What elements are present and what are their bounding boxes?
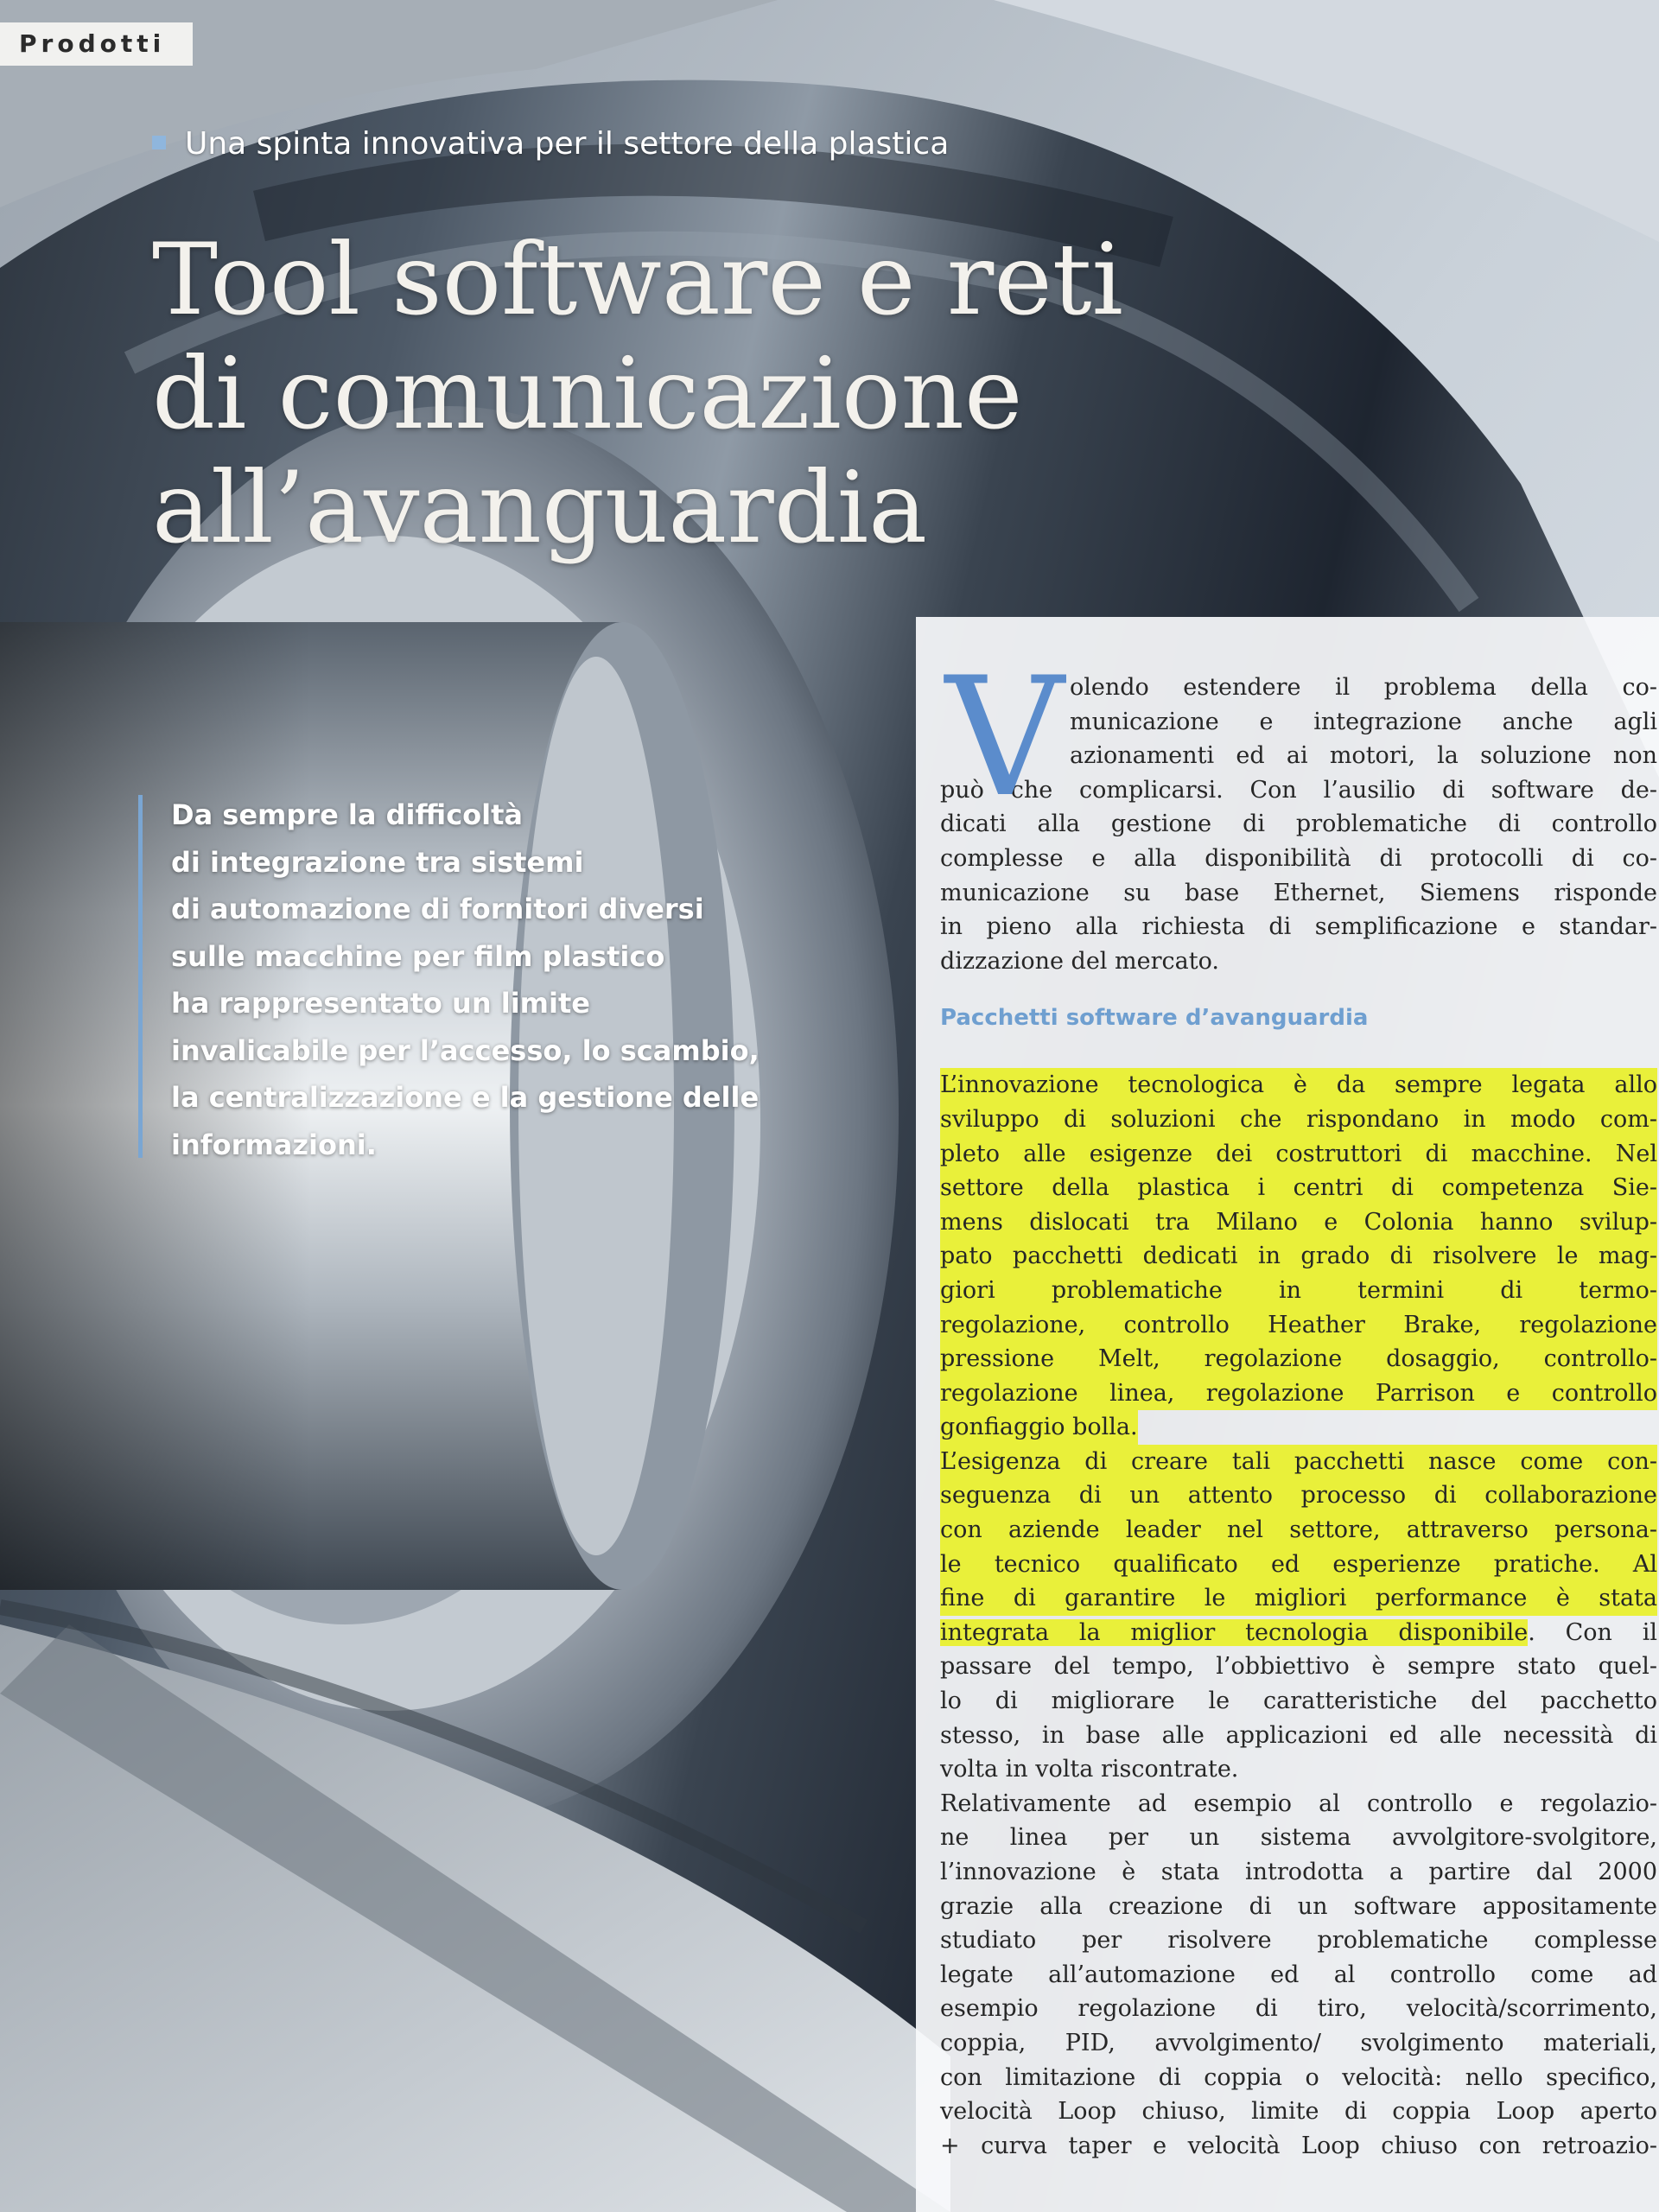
body-line: coppia, PID, avvolgimento/ svolgimento materiali, [940, 2029, 1657, 2056]
body-line: dizzazione del mercato. [940, 947, 1219, 975]
highlighted-line: regolazione, controllo Heather Brake, regolazione [940, 1308, 1657, 1343]
lead-line: ha rappresentato un limite [171, 987, 590, 1020]
lead-line: sulle macchine per film plastico [171, 939, 665, 973]
kicker-text: Una spinta innovativa per il settore della plastica [185, 126, 950, 162]
article-body [940, 642, 1657, 2163]
highlighted-line: sviluppo di soluzioni che rispondano in modo com- [940, 1103, 1657, 1137]
lead-line: di integrazione tra sistemi [171, 845, 584, 879]
body-line: complesse e alla disponibilità di protocolli di co- [940, 844, 1657, 872]
highlighted-line: giori problematiche in termini di termo- [940, 1274, 1657, 1308]
subheading: Pacchetti software d’avanguardia [940, 1005, 1369, 1032]
body-line: olendo estendere il problema della co- [1070, 674, 1657, 701]
body-line: + curva taper e velocità Loop chiuso con retroazio- [940, 2132, 1657, 2159]
kicker-square-icon [152, 136, 166, 149]
highlighted-line: con aziende leader nel settore, attraverso persona- [940, 1513, 1657, 1548]
body-line: in pieno alla richiesta di semplificazione e standar- [940, 913, 1657, 941]
body-line: con limitazione di coppia o velocità: nello specifico, [940, 2063, 1657, 2091]
article-title [152, 223, 1275, 565]
body-line: volta in volta riscontrate. [940, 1756, 1239, 1783]
paragraph-winder [940, 1787, 1657, 2164]
lead-paragraph [171, 791, 759, 1168]
body-line: l’innovazione è stata introdotta a partire dal 2000 [940, 1859, 1657, 1885]
highlighted-line: L’innovazione tecnologica è da sempre legata allo [940, 1068, 1657, 1103]
highlighted-line: gonfiaggio bolla. [940, 1410, 1138, 1445]
highlighted-line: pressione Melt, regolazione dosaggio, controllo- [940, 1342, 1657, 1376]
body-line: stesso, in base alle applicazioni ed alle necessità di [940, 1721, 1657, 1749]
body-line: dicati alla gestione di problematiche di controllo [940, 810, 1657, 838]
body-line: studiato per risolvere problematiche complesse [940, 1927, 1657, 1955]
highlighted-line: L’esigenza di creare tali pacchetti nasce come con- [940, 1445, 1657, 1479]
highlighted-line: fine di garantire le migliori performance è stata [940, 1581, 1657, 1616]
body-line: esempio regolazione di tiro, velocità/scorrimento, [940, 1995, 1657, 2023]
body-line: legate all’automazione ed al controllo come ad [940, 1961, 1657, 1988]
body-line: grazie alla creazione di un software appositamente [940, 1892, 1657, 1920]
section-tag: Prodotti [0, 22, 193, 66]
body-line [940, 1616, 1657, 1650]
lead-line: di automazione di fornitori diversi [171, 893, 704, 925]
body-line: ne linea per un sistema avvolgitore-svolgitore, [940, 1824, 1657, 1852]
highlighted-line: mens dislocati tra Milano e Colonia hanno svilup- [940, 1205, 1657, 1240]
body-line: lo di migliorare le caratteristiche del pacchetto [940, 1688, 1657, 1715]
title-line: all’avanguardia [152, 450, 928, 565]
lead-line: informazioni. [171, 1128, 377, 1161]
title-line: Tool software e reti [152, 222, 1123, 337]
body-line: può che complicarsi. Con l’ausilio di software de- [940, 776, 1657, 804]
paragraph-highlighted [940, 1068, 1657, 1445]
lead-accent-rule [138, 795, 143, 1158]
paragraph-collaboration [940, 1445, 1657, 1787]
body-line: velocità Loop chiuso, limite di coppia Loop aperto [940, 2098, 1657, 2126]
highlighted-line: seguenza di un attento processo di collaborazione [940, 1478, 1657, 1513]
lead-line: invalicabile per l’accesso, lo scambio, [171, 1033, 760, 1067]
drop-cap: V [945, 642, 1065, 833]
highlighted-phrase: integrata la miglior tecnologia disponibile [940, 1618, 1529, 1646]
lead-line: Da sempre la difficoltà [171, 798, 523, 831]
highlighted-line: pleto alle esigenze dei costruttori di macchine. Nel [940, 1137, 1657, 1172]
lead-line: la centralizzazione e la gestione delle [171, 1081, 760, 1114]
body-line: Relativamente ad esempio al controllo e regolazio- [940, 1789, 1657, 1817]
body-line: municazione su base Ethernet, Siemens risponde [940, 879, 1657, 906]
highlighted-line: pato pacchetti dedicati in grado di risolvere le mag- [940, 1239, 1657, 1274]
highlighted-line: regolazione linea, regolazione Parrison e controllo [940, 1376, 1657, 1411]
body-line: azionamenti ed ai motori, la soluzione non [1070, 742, 1657, 770]
title-line: di comunicazione [152, 336, 1023, 451]
line-rest: . Con il [1528, 1618, 1657, 1646]
body-line: passare del tempo, l’obbiettivo è sempre stato quel- [940, 1653, 1657, 1681]
body-line: municazione e integrazione anche agli [1070, 708, 1657, 735]
kicker [152, 123, 949, 166]
highlighted-line: settore della plastica i centri di competenza Sie- [940, 1171, 1657, 1205]
highlighted-line: le tecnico qualificato ed esperienze pratiche. Al [940, 1548, 1657, 1582]
article-column [916, 617, 1659, 2212]
